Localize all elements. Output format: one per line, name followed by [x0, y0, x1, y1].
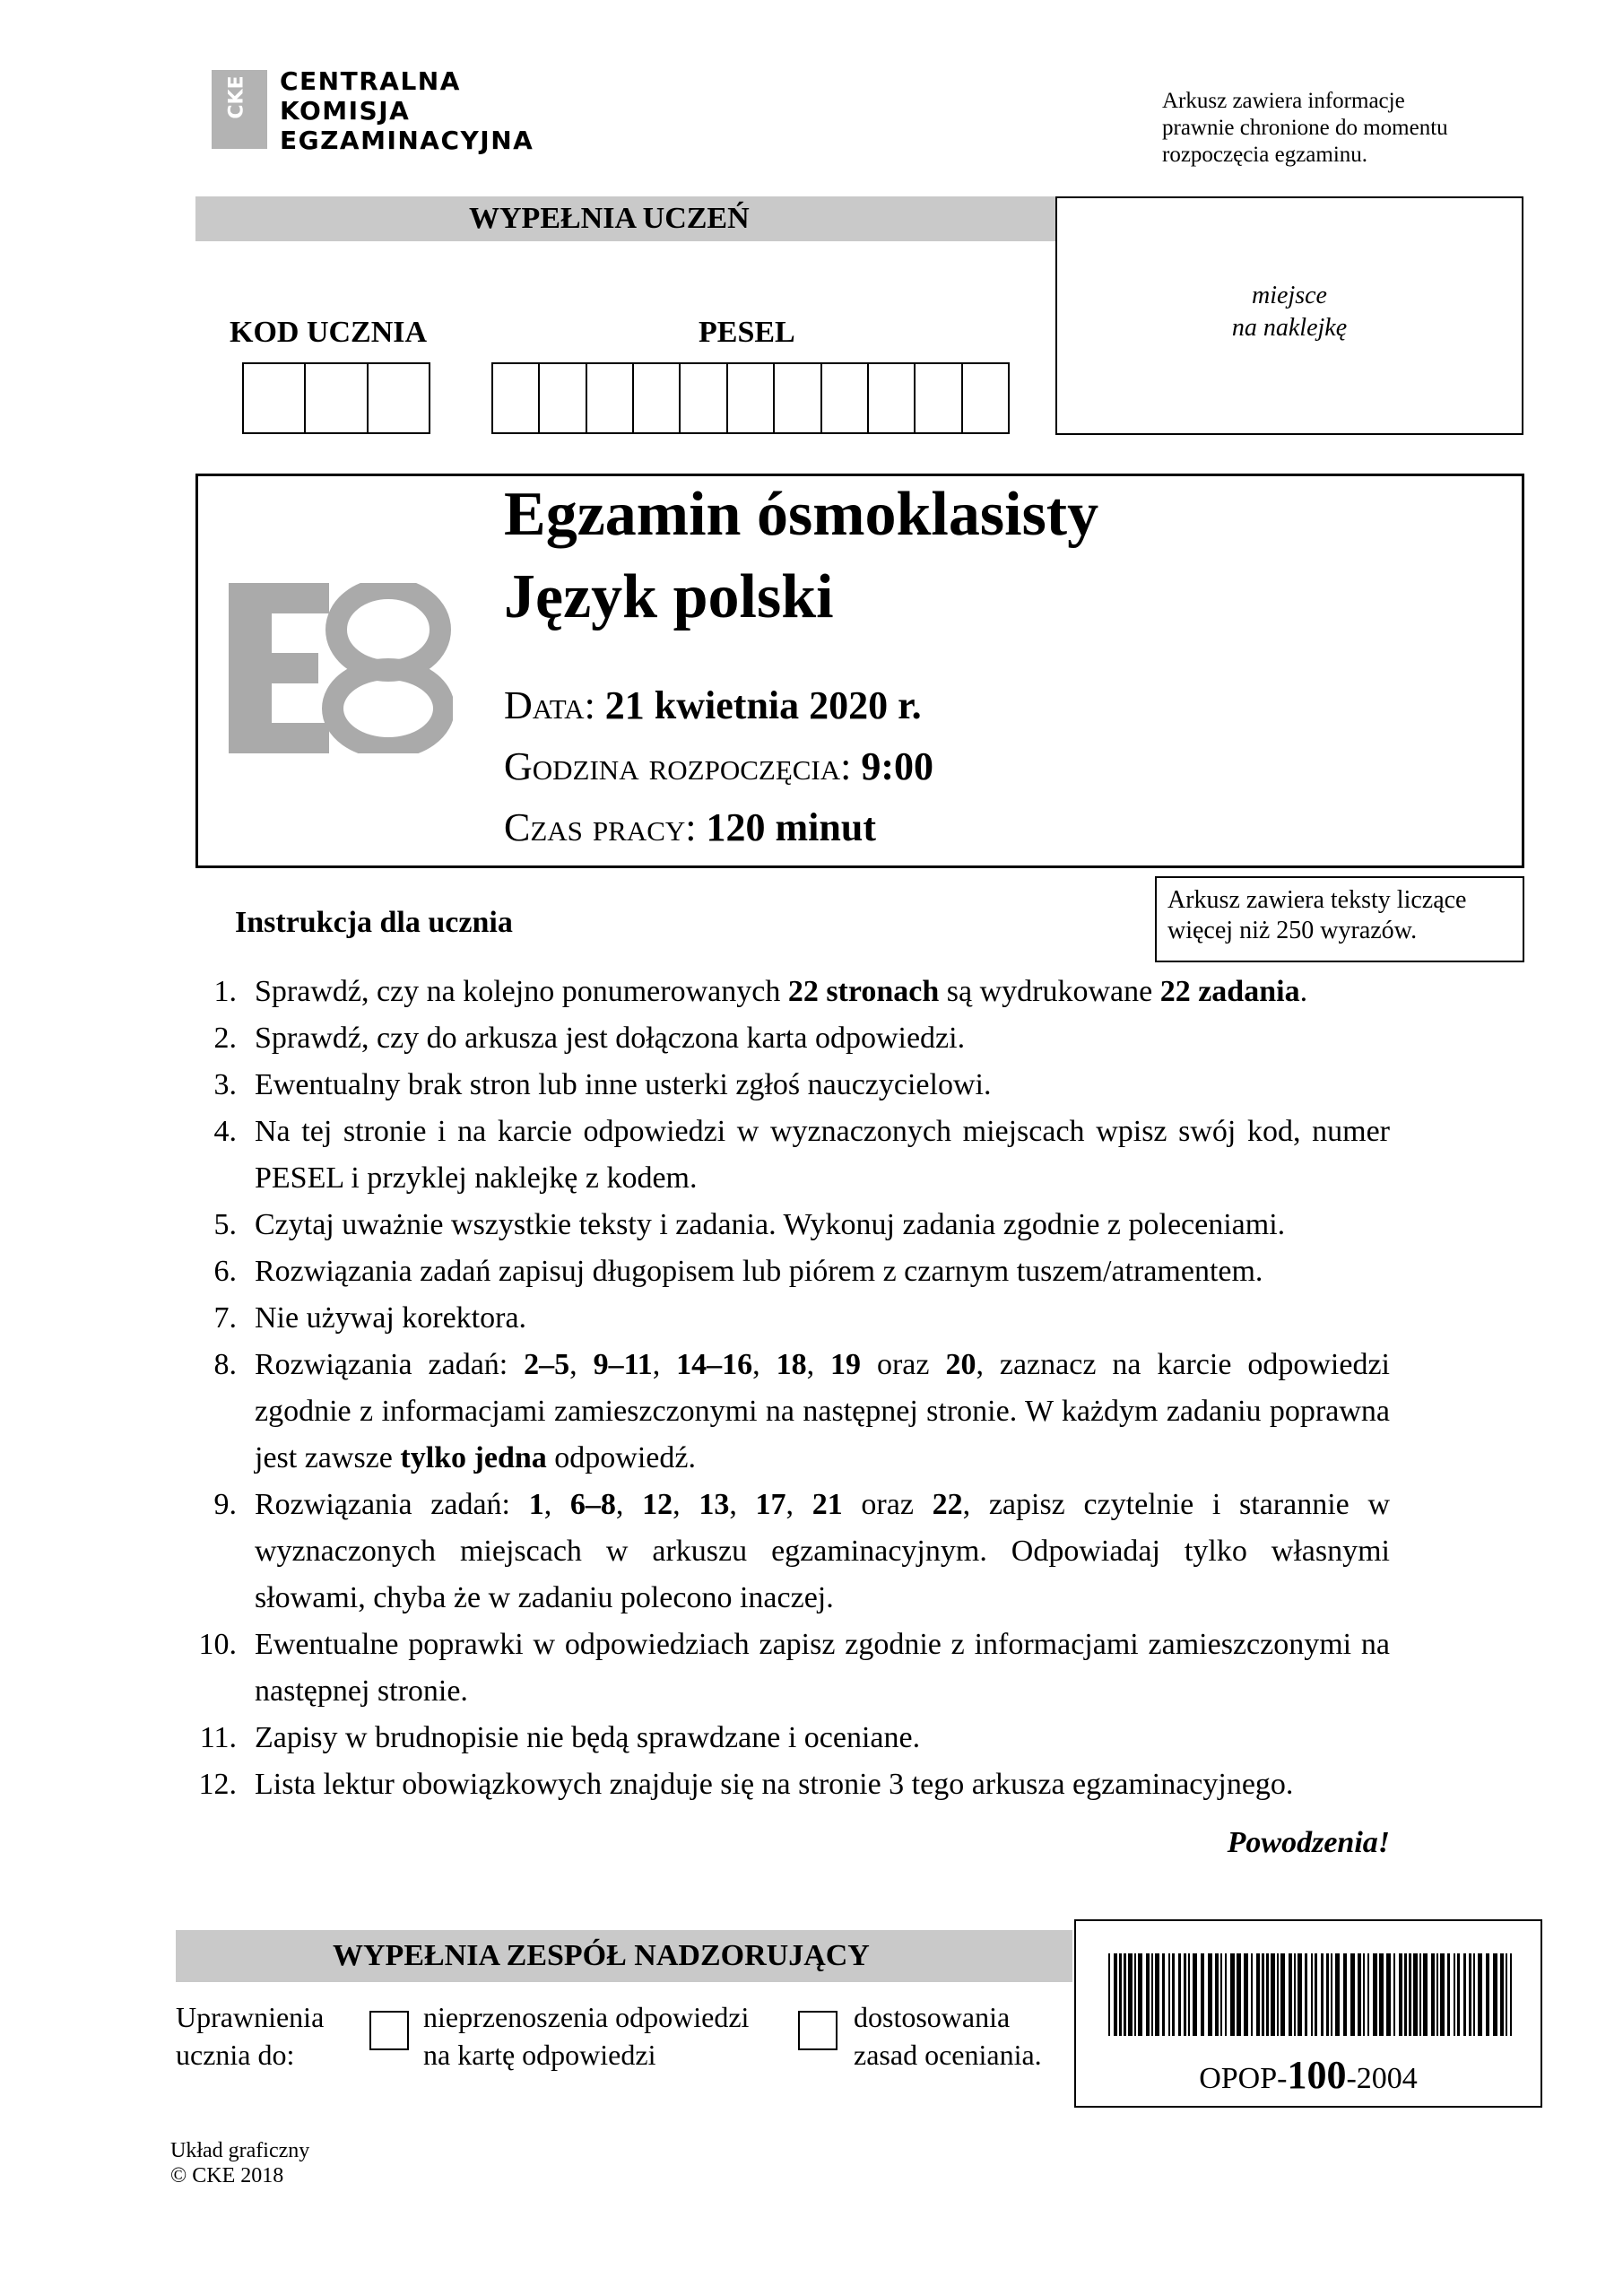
barcode-bar	[1230, 1953, 1235, 2036]
barcode-bar	[1500, 1953, 1504, 2036]
instruction-number: 11.	[199, 1721, 237, 1754]
barcode-bar	[1343, 1953, 1347, 2036]
barcode-bar	[1510, 1953, 1512, 2036]
barcode-bar	[1321, 1953, 1324, 2036]
instruction-text: Rozwiązania zadań: 2–5, 9–11, 14–16, 18, 19 oraz 20, zaznacz na karcie odpowiedzi zgodnie z informacjami zamieszczonymi na następnej stronie. W każdym zadaniu poprawna jest zawsze tylko jedna odpowiedź.	[255, 1348, 1390, 1474]
barcode-bar	[1447, 1953, 1450, 2036]
instruction-number: 10.	[198, 1628, 237, 1661]
barcode-bar	[1168, 1953, 1170, 2036]
cke-logo	[212, 66, 534, 156]
barcode-bar	[1413, 1953, 1418, 2036]
barcode-bar	[1473, 1953, 1475, 2036]
org-line-2: KOMISJA	[280, 96, 411, 126]
code-cell[interactable]	[244, 364, 306, 432]
instruction-number: 2.	[213, 1022, 237, 1055]
instruction-item	[188, 969, 1390, 1015]
barcode-bar	[1469, 1953, 1471, 2036]
instruction-item	[188, 1109, 1390, 1202]
barcode-bar	[1114, 1953, 1117, 2036]
barcode-bar	[1225, 1953, 1227, 2036]
barcode-bar	[1146, 1953, 1150, 2036]
barcode-bar	[1367, 1953, 1369, 2036]
instruction-number: 7.	[213, 1301, 237, 1335]
pesel-cell[interactable]	[587, 364, 634, 432]
barcode-bar	[1294, 1953, 1296, 2036]
barcode-bar	[1298, 1953, 1302, 2036]
barcode-bar	[1440, 1953, 1445, 2036]
exam-date: Data: 21 kwietnia 2020 r.	[504, 683, 922, 727]
barcode-bar	[1251, 1953, 1253, 2036]
instruction-item	[188, 1761, 1390, 1808]
pesel-cell[interactable]	[681, 364, 727, 432]
pesel-cell[interactable]	[728, 364, 775, 432]
sheet-code: OPOP-100-2004	[1199, 2053, 1418, 2097]
barcode-bar	[1326, 1953, 1329, 2036]
pesel-label: PESEL	[699, 316, 795, 349]
code-cell[interactable]	[306, 364, 368, 432]
good-luck-text: Powodzenia!	[1227, 1826, 1390, 1859]
barcode-bar	[1138, 1953, 1142, 2036]
e8-logo-icon	[229, 583, 453, 753]
barcode-bar	[1315, 1953, 1317, 2036]
instruction-number: 4.	[213, 1115, 237, 1148]
barcode-bar	[1305, 1953, 1307, 2036]
instruction-number: 8.	[213, 1348, 237, 1381]
student-fill-band	[195, 196, 1056, 241]
instruction-number: 3.	[213, 1068, 237, 1101]
barcode-bar	[1358, 1953, 1361, 2036]
pesel-cell[interactable]	[822, 364, 869, 432]
instruction-item	[188, 1015, 1390, 1062]
pesel-cell[interactable]	[540, 364, 586, 432]
barcode-bar	[1311, 1953, 1313, 2036]
barcode-bar	[1184, 1953, 1186, 2036]
instruction-text: Na tej stronie i na karcie odpowiedzi w wyznaczonych miejscach wpisz swój kod, numer PESEL i przyklej naklejkę z kodem.	[255, 1115, 1390, 1195]
barcode-bar	[1493, 1953, 1497, 2036]
barcode-bar	[1172, 1953, 1175, 2036]
org-line-3: EGZAMINACYJNA	[280, 126, 534, 155]
barcode-bar	[1201, 1953, 1204, 2036]
student-fill-label: WYPEŁNIA UCZEŃ	[469, 202, 750, 235]
exam-subject: Język polski	[504, 562, 834, 631]
instruction-text: Ewentualny brak stron lub inne usterki zgłoś nauczycielowi.	[255, 1068, 992, 1101]
pesel-cell[interactable]	[775, 364, 821, 432]
barcode-bar	[1188, 1953, 1190, 2036]
barcode-bar	[1256, 1953, 1260, 2036]
instruction-text: Sprawdź, czy do arkusza jest dołączona karta odpowiedzi.	[255, 1022, 966, 1055]
barcode-bar	[1128, 1953, 1133, 2036]
instruction-text: Rozwiązania zadań: 1, 6–8, 12, 13, 17, 21 oraz 22, zapisz czytelnie i starannie w wyznaczonych miejscach w arkuszu egzaminacyjnym. Odpowiadaj tylko własnymi słowami, chyba że w zadaniu polecono inaczej.	[255, 1488, 1391, 1614]
barcode-bar	[1266, 1953, 1269, 2036]
instruction-text: Sprawdź, czy na kolejno ponumerowanych 22 stronach są wydrukowane 22 zadania.	[255, 975, 1308, 1008]
barcode-bar	[1393, 1953, 1395, 2036]
word-count-notice: Arkusz zawiera teksty liczące więcej niż 250 wyrazów.	[1155, 876, 1524, 962]
footer-credit: Układ graficzny © CKE 2018	[170, 2139, 310, 2187]
instruction-item	[188, 1248, 1390, 1295]
barcode-bar	[1379, 1953, 1384, 2036]
barcode-bar	[1162, 1953, 1165, 2036]
instruction-item	[188, 1062, 1390, 1109]
cke-mark-icon: CKE	[212, 70, 267, 149]
barcode-bar	[1134, 1953, 1136, 2036]
pesel-cell[interactable]	[916, 364, 962, 432]
pesel-cell[interactable]	[634, 364, 681, 432]
barcode-bar	[1436, 1953, 1438, 2036]
student-code-field[interactable]	[242, 362, 430, 434]
barcode-bar	[1271, 1953, 1275, 2036]
pesel-field[interactable]	[491, 362, 1010, 434]
barcode-bar	[1208, 1953, 1212, 2036]
pesel-cell[interactable]	[963, 364, 1008, 432]
barcode-bar	[1506, 1953, 1507, 2036]
barcode-bar	[1220, 1953, 1222, 2036]
barcode-bar	[1335, 1953, 1340, 2036]
barcode-bar	[1454, 1953, 1455, 2036]
student-code-label: KOD UCZNIA	[230, 316, 428, 349]
barcode-bar	[1289, 1953, 1292, 2036]
barcode-bar	[1331, 1953, 1332, 2036]
barcode-bar	[1244, 1953, 1248, 2036]
barcode-bar	[1399, 1953, 1402, 2036]
confidential-notice: Arkusz zawiera informacje prawnie chronione do momentu rozpoczęcia egzaminu.	[1162, 89, 1448, 167]
instruction-text: Ewentualne poprawki w odpowiedziach zapisz zgodnie z informacjami zamieszczonymi na następnej stronie.	[255, 1628, 1390, 1708]
barcode-bar	[1277, 1953, 1279, 2036]
barcode-bar	[1215, 1953, 1219, 2036]
barcode-bar	[1373, 1953, 1377, 2036]
instruction-text: Rozwiązania zadań zapisuj długopisem lub piórem z czarnym tuszem/atramentem.	[255, 1255, 1263, 1288]
barcode-bar	[1419, 1953, 1421, 2036]
barcode-bar	[1178, 1953, 1181, 2036]
barcode-bar	[1431, 1953, 1435, 2036]
barcode-bar	[1457, 1953, 1460, 2036]
no-transfer-label: nieprzenoszenia odpowiedzi na kartę odpowiedzi	[423, 2001, 750, 2071]
barcode-bar	[1151, 1953, 1153, 2036]
instruction-item	[188, 1715, 1390, 1761]
barcode-bar	[1350, 1953, 1355, 2036]
barcode-icon	[1108, 1953, 1512, 2036]
instructions-heading: Instrukcja dla ucznia	[235, 906, 513, 939]
instruction-item	[188, 1342, 1390, 1482]
instruction-number: 12.	[198, 1768, 237, 1801]
exam-duration: Czas pracy: 120 minut	[504, 805, 876, 849]
instruction-number: 1.	[213, 975, 237, 1008]
pesel-cell[interactable]	[493, 364, 540, 432]
code-cell[interactable]	[369, 364, 429, 432]
barcode-bar	[1386, 1953, 1391, 2036]
barcode-bar	[1262, 1953, 1264, 2036]
instruction-item	[188, 1482, 1390, 1622]
barcode-bar	[1486, 1953, 1489, 2036]
instruction-text: Zapisy w brudnopisie nie będą sprawdzane i oceniane.	[255, 1721, 921, 1754]
no-transfer-checkbox[interactable]	[369, 2011, 409, 2050]
barcode-bar	[1478, 1953, 1482, 2036]
instruction-text: Czytaj uważnie wszystkie teksty i zadania. Wykonuj zadania zgodnie z poleceniami.	[255, 1208, 1286, 1241]
supervisors-label: WYPEŁNIA ZESPÓŁ NADZORUJĄCY	[333, 1939, 870, 1972]
sticker-label: miejsce na naklejkę	[1231, 282, 1348, 342]
barcode-bar	[1108, 1953, 1110, 2036]
barcode-bar	[1119, 1953, 1122, 2036]
instruction-item	[188, 1295, 1390, 1342]
barcode-bar	[1237, 1953, 1241, 2036]
instruction-item	[188, 1202, 1390, 1248]
exam-start-time: Godzina rozpoczęcia: 9:00	[504, 744, 934, 788]
barcode-bar	[1155, 1953, 1159, 2036]
barcode-bar	[1280, 1953, 1285, 2036]
barcode-bar	[1193, 1953, 1197, 2036]
instruction-number: 9.	[213, 1488, 237, 1521]
adjusted-grading-label: dostosowania zasad oceniania.	[854, 2001, 1042, 2071]
instruction-text: Lista lektur obowiązkowych znajduje się na stronie 3 tego arkusza egzaminacyjnego.	[255, 1768, 1294, 1801]
adjusted-grading-checkbox[interactable]	[798, 2011, 838, 2050]
permissions-label: Uprawnienia ucznia do:	[176, 2001, 325, 2071]
barcode-bar	[1404, 1953, 1407, 2036]
instruction-number: 6.	[213, 1255, 237, 1288]
pesel-cell[interactable]	[869, 364, 916, 432]
supervisors-band	[176, 1930, 1072, 1982]
barcode-bar	[1363, 1953, 1365, 2036]
instruction-item	[188, 1622, 1390, 1715]
instruction-number: 5.	[213, 1208, 237, 1241]
barcode-bar	[1463, 1953, 1466, 2036]
org-line-1: CENTRALNA	[280, 66, 461, 96]
exam-title: Egzamin ósmoklasisty	[504, 480, 1099, 549]
barcode-bar	[1124, 1953, 1126, 2036]
instructions-list	[188, 969, 1390, 1808]
barcode-bar	[1423, 1953, 1428, 2036]
instruction-text: Nie używaj korektora.	[255, 1301, 527, 1335]
barcode-bar	[1409, 1953, 1411, 2036]
